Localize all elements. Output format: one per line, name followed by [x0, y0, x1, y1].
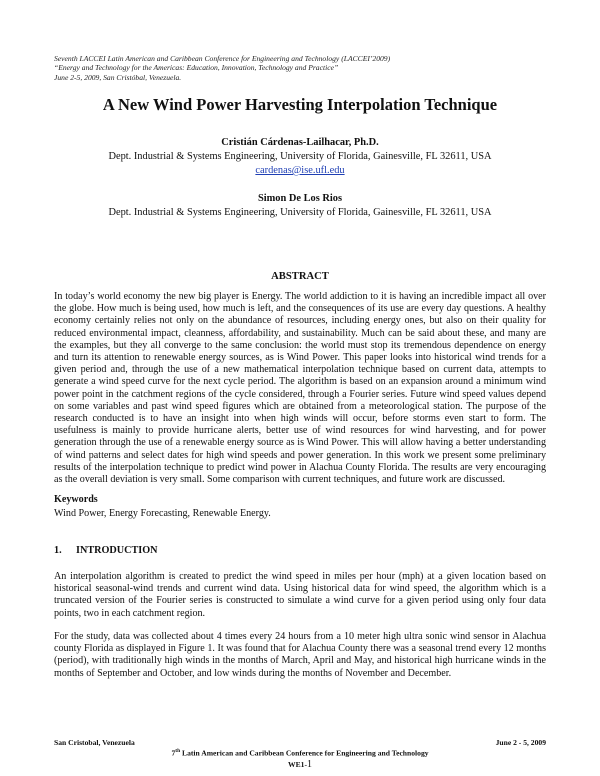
footer-dates: June 2 - 5, 2009 — [495, 738, 546, 747]
keywords-heading: Keywords — [54, 494, 98, 505]
author-1-email-link[interactable]: cardenas@ise.ufl.edu — [255, 165, 345, 176]
section-title: INTRODUCTION — [76, 545, 158, 556]
footer-location: San Cristobal, Venezuela — [54, 738, 135, 747]
footer-conf-number: 7 — [171, 748, 176, 758]
author-2-affiliation: Dept. Industrial & Systems Engineering, University of Florida, Gainesville, FL 32611, USA — [108, 207, 492, 218]
paper-title: A New Wind Power Harvesting Interpolation Technique — [102, 95, 498, 114]
page-num: 1 — [306, 759, 312, 770]
page-prefix: WE1- — [288, 760, 307, 769]
section-heading-introduction — [54, 545, 158, 556]
conference-header — [54, 54, 554, 82]
author-1-affiliation: Dept. Industrial & Systems Engineering, University of Florida, Gainesville, FL 32611, USA — [108, 151, 492, 162]
intro-paragraph-1: An interpolation algorithm is created to predict the wind speed in miles per hour (mph) at a given location based on historical seasonal-wind trends and current wind data. Using historical data for wind speed, the algorithm which is a truncated version of the Fourier series is constructed to simulate a wind curve for a given period using only four data points, two in each catchment region. — [54, 571, 546, 619]
footer-conf-suffix: th — [175, 748, 181, 754]
footer-conf-text: Latin American and Caribbean Conference for Engineering and Technology — [180, 748, 429, 758]
abstract-heading: ABSTRACT — [271, 271, 329, 282]
header-line-2: “Energy and Technology for the Americas: Education, Innovation, Technology and Practice” — [54, 63, 339, 73]
header-line-3: June 2-5, 2009, San Cristóbal, Venezuela. — [54, 72, 182, 82]
footer-conference — [0, 748, 600, 758]
keywords-text: Wind Power, Energy Forecasting, Renewable Energy. — [54, 508, 271, 519]
header-line-1: Seventh LACCEI Latin American and Caribbean Conference for Engineering and Technology (LACCEI’2009) — [54, 54, 391, 63]
section-number: 1. — [54, 545, 62, 556]
abstract-text: In today’s world economy the new big player is Energy. The world addiction to it is having an incredible impact all over the globe. How much is being used, how much is left, and the consequences of its use are every day questions. A healthy economy certainly relies not only on the abundance of resources, including energy ones, but also on their quality for reduced environmental impact, cleanness, affordability, and sustainability. Much can be said about these, and many are the examples, but they all converge to the same conclusion: the world must stop its tremendous dependence on energy and turn its attention to renewable energy sources, as is Wind Power. This paper looks into historical wind trends for a given period and, through the use of a new mathematical interpolation technique based on current data, attempts to generate a wind speed curve for the next cycle period. The algorithm is based on an expansion around a minimum wind power point in the catchment regions of the cycle considered, through a Fourier series. Future wind speed values depend on some variables and past wind speed figures which are obtained from a meteorological station. The purpose of the research conducted is to have an insight into when high winds will occur, before storms even start to form. The usefulness is mainly to provide hurricane alerts, better use of wind resources for wind harvesting, and for power generation through the use of a renewable energy source as is Wind Power. This will allow having a better understanding of wind patterns and select dates for high wind speeds and power generation. In this work we present some preliminary results of the interpolation technique to predict wind power in Alachua County Florida. The results are very encouraging as the overall deviation is very small. Some comparison with current techniques, and future work are discussed. — [54, 291, 546, 486]
intro-paragraph-2: For the study, data was collected about 4 times every 24 hours from a 10 meter high ultra sonic wind sensor in Alachua county Florida as displayed in Figure 1. It was found that for Alachua County there was a seasonal trend every 12 months (period), with traditionally high winds in the months of March, April and May, and historical high hurricane winds in the months of September and October, and low winds during the months of November and December. — [54, 631, 546, 679]
author-2-name: Simon De Los Rios — [257, 193, 342, 204]
author-1-name: Cristián Cárdenas-Lailhacar, Ph.D. — [221, 137, 379, 148]
footer-page-number — [0, 759, 600, 770]
